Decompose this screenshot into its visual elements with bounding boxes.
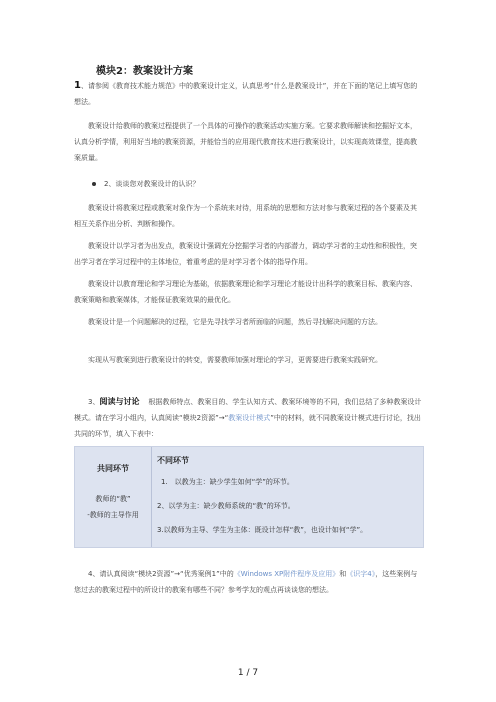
windows-xp-case-link[interactable]: 《Windows XP附件程序及应用》 [233,570,340,578]
paragraph-1: 教案设计给教师的教案过程提供了一个具体的可操作的教案活动实施方案。它要求教师解读和挖掘好文本，认真分析学情，利用好当地的教案资源，并能恰当的应用现代教育技术进行教案设计，以实现高效课堂，提高教案质量。 [74,122,417,162]
common-steps-line-1: 教师的“教” [95,495,131,503]
question-4-text-2: 和 [339,570,347,578]
page-title: 模块2：教案设计方案 [96,66,193,77]
question-1 [74,78,422,110]
question-4-text-3: ，这些案例与您过去的教案过程中的所设计的教案有哪些不同？参考学友的观点再谈谈您的想法。 [74,570,418,594]
design-modes-link[interactable]: 教案设计模式 [228,414,271,422]
common-steps-column [75,447,152,547]
question-3-number: 3、 [88,398,100,406]
paragraph-3: 教案设计以学习者为出发点，教案设计强调充分挖掘学习者的内部潜力，调动学习者的主动性和积极性，突出学习者在学习过程中的主体地位，着重考虑的是对学习者个体的指导作用。 [74,242,417,266]
different-steps-header: 不同环节 [157,456,189,465]
bullet-dot-icon [92,182,96,186]
paragraph-2: 教案设计将教案过程或教案对象作为一个系统来对待，用系统的思想和方法对参与教案过程的各个要素及其相互关系作出分析、判断和操作。 [74,204,417,228]
question-4 [74,566,422,598]
question-1-number: 1 [74,80,81,91]
question-3-text-1: 根据教师特点、教案目的、学生认知方式、教案环境等的不同，我们总结了多种教案设计模式。请在学习小组内，认真阅读“模块2资源”→“ [74,398,422,422]
bullet-question-2 [92,176,422,192]
paragraph-5: 教案设计是一个问题解决的过程，它是先寻找学习者所面临的问题，然后寻找解决问题的方法。 [88,318,382,326]
bullet-text: 2、谈谈您对教案设计的认识？ [104,180,200,188]
page-number: 1 / 7 [237,668,259,678]
common-steps-line-2: -教师的主导作用 [87,511,139,519]
different-steps-row-3: 3.以教师为主导、学生为主体：既设计怎样“教”，也设计如何“学”。 [157,526,368,534]
literacy-case-link[interactable]: 《识字4》 [346,570,376,578]
question-4-text-1: 4、请认真阅读“模块2资源”→“优秀案例1”中的 [88,570,234,578]
comparison-table [74,446,424,548]
question-3 [74,394,422,442]
paragraph-6: 实现从写教案到进行教案设计的转变，需要教师加强对理论的学习，更需要进行教案实践研究。 [88,356,382,364]
paragraph-4: 教案设计以教育理论和学习理论为基础，依据教案理论和学习理论才能设计出科学的教案目标、教案内容、教案策略和教案媒体，才能保证教案效果的最优化。 [74,280,417,304]
different-steps-row-1: 1. 以教为主：缺少学生如何“学”的环节。 [161,478,294,486]
question-1-text: 、请参阅《教育技术能力规范》中的教案设计定义，认真思考“什么是教案设计”，并在下面的笔记上填写您的想法。 [74,82,418,106]
different-steps-row-2: 2、以学为主：缺少教师系统的“教”的环节。 [157,502,295,510]
common-steps-cell [75,491,151,523]
question-3-lead: 阅读与讨论 [99,397,140,406]
common-steps-header: 共同环节 [97,464,129,473]
question-3-text-2: ”中的材料，就不同教案设计模式进行讨论，找出共同的环节，填入下表中： [74,414,421,438]
